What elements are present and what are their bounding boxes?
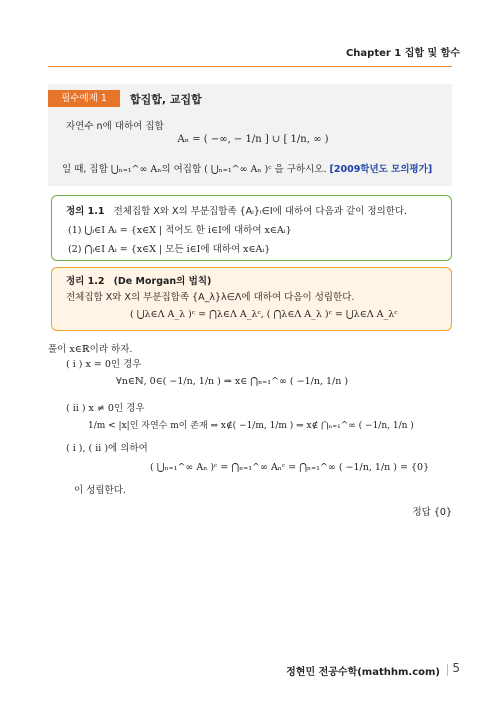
- example-formula: Aₙ = ( −∞, − 1/n ] ∪ [ 1/n, ∞ ): [177, 134, 329, 145]
- solution-case1: ( i ) x = 0인 경우: [66, 359, 142, 370]
- page-number: 5: [452, 661, 460, 675]
- footer-divider: [447, 664, 448, 676]
- theorem-label: 정리 1.2: [66, 276, 105, 287]
- example-complement: ( ⋃ₙ₌₁^∞ Aₙ )ᶜ: [204, 164, 272, 175]
- definition-text: 전체집합 X와 X의 부분집합족 {Aᵢ}ᵢ∈I에 대하여 다음과 같이 정의한다.: [113, 206, 408, 217]
- solution-final-formula: ( ⋃ₙ₌₁^∞ Aₙ )ᶜ = ⋂ₙ₌₁^∞ Aₙᶜ = ⋂ₙ₌₁^∞ ( −1/n, 1/n ) = {0}: [150, 462, 430, 473]
- example-title: 합집합, 교집합: [130, 93, 202, 106]
- solution-case1-formula: ∀n∈ℕ, 0∈( −1/n, 1/n ) ⇒ x∈ ⋂ₙ₌₁^∞ ( −1/n, 1/n ): [116, 376, 349, 387]
- definition-label: 정의 1.1: [66, 206, 105, 217]
- solution-case2-formula: 1/m < |x|인 자연수 m이 존재 ⇒ x∉( −1/m, 1/m ) ⇒ x∉ ⋂ₙ₌₁^∞ ( −1/n, 1/n ): [88, 421, 414, 431]
- example-line2: [62, 161, 432, 175]
- solution-case3: ( i ), ( ii )에 의하여: [66, 443, 148, 454]
- solution-conclusion: 이 성립한다.: [74, 485, 126, 496]
- footer-text: 정현민 전공수학(mathhm.com): [286, 667, 440, 678]
- solution-case2: ( ii ) x ≠ 0인 경우: [66, 403, 145, 414]
- example-source: [2009학년도 모의평가]: [329, 164, 433, 175]
- answer: 정답 {0}: [412, 507, 452, 518]
- definition-item2: (2) ⋂ᵢ∈I Aᵢ = {x∈X | 모든 i∈I에 대하여 x∈Aᵢ}: [68, 244, 271, 255]
- example-label: 필수예제 1: [48, 90, 120, 107]
- solution-intro: 풀이 x∈ℝ이라 하자.: [48, 344, 133, 355]
- theorem-heading: [66, 273, 211, 287]
- header-rule: [48, 66, 452, 67]
- definition-item1: (1) ⋃ᵢ∈I Aᵢ = {x∈X | 적어도 한 i∈I에 대하여 x∈Aᵢ}: [68, 225, 292, 236]
- theorem-title: (De Morgan의 법칙): [113, 276, 212, 287]
- definition-line: [66, 203, 407, 217]
- chapter-header: Chapter 1 집합 및 함수: [345, 48, 460, 59]
- theorem-formula: ( ⋃λ∈Λ A_λ )ᶜ = ⋂λ∈Λ A_λᶜ, ( ⋂λ∈Λ A_λ )ᶜ = ⋃λ∈Λ A_λᶜ: [130, 309, 398, 320]
- example-line2-pre: 일 때, 집합: [62, 164, 108, 175]
- theorem-text: 전체집합 X와 X의 부분집합족 {A_λ}λ∈Λ에 대하여 다음이 성립한다.: [66, 292, 355, 303]
- example-union: ⋃ₙ₌₁^∞ Aₙ의 여집합: [110, 164, 202, 175]
- example-line1: 자연수 n에 대하여 집합: [66, 121, 164, 132]
- example-line2-post: 을 구하시오.: [274, 164, 327, 175]
